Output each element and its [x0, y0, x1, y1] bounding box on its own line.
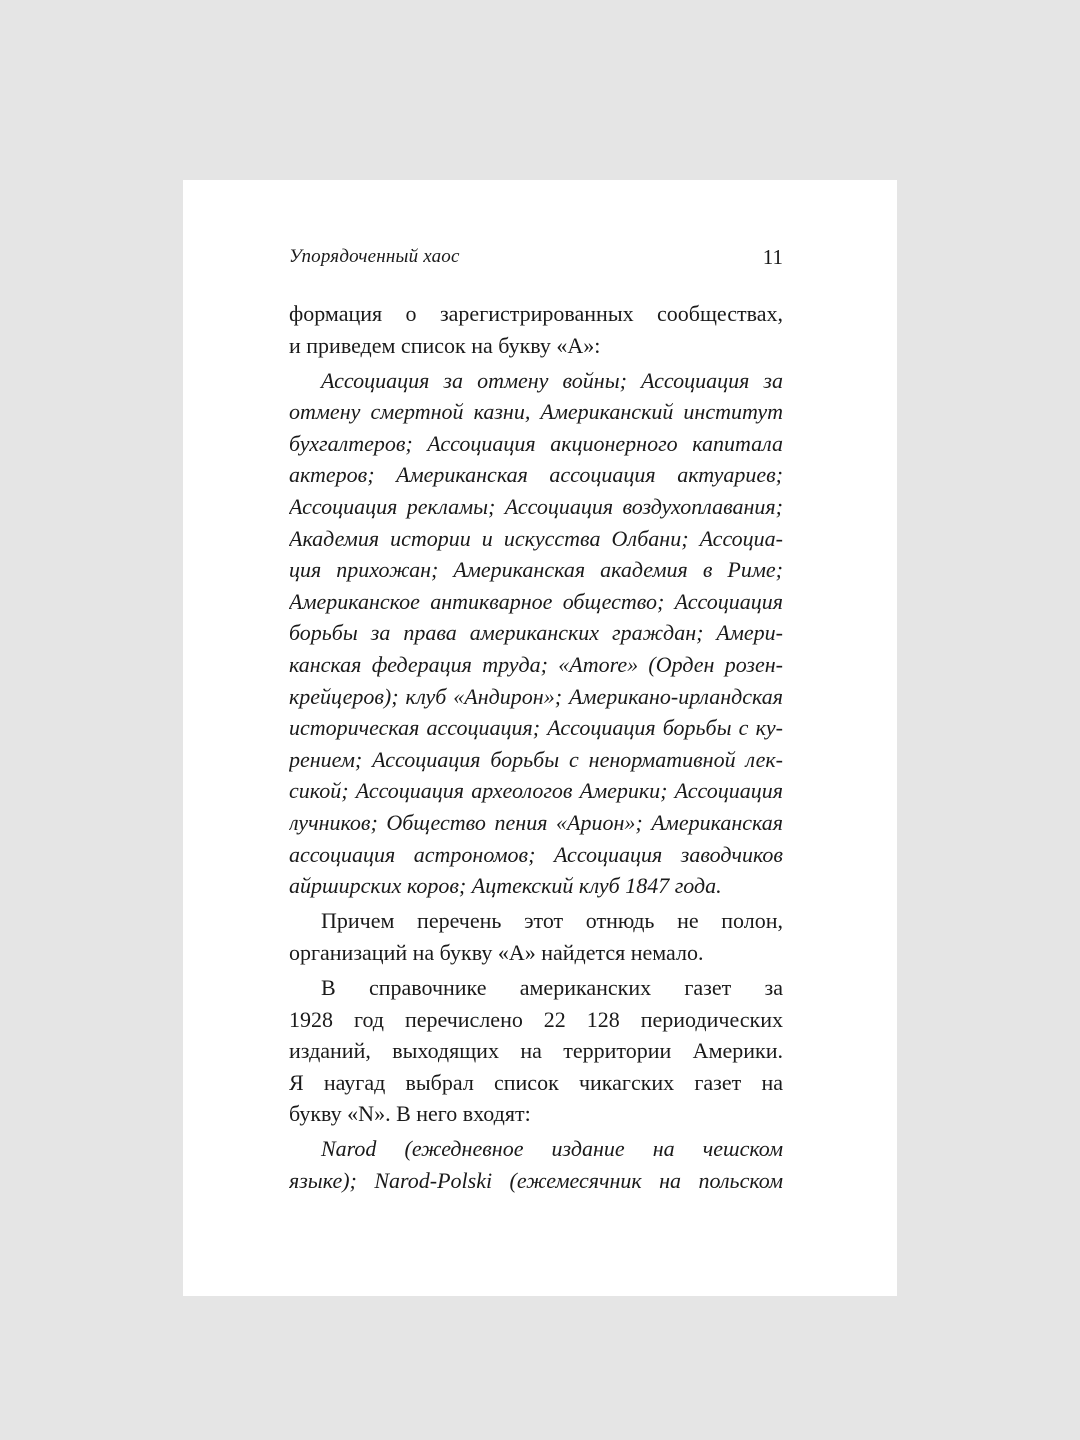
text-line: 1928 год перечислено 22 128 периодических	[289, 1006, 783, 1032]
text-line: канская федерация труда; «Amore» (Орден розен-	[289, 652, 783, 678]
paragraph-intro	[289, 298, 783, 361]
text-line: Narod (ежедневное издание на чешском	[321, 1136, 783, 1162]
text-line: букву «N». В него входят:	[289, 1101, 531, 1127]
paragraph-associations-list	[289, 365, 783, 902]
page-number: 11	[762, 245, 783, 269]
text-line: изданий, выходящих на территории Америки.	[289, 1038, 783, 1064]
paragraph-list-note	[289, 905, 783, 968]
text-line: языке); Narod-Polski (ежемесячник на польском	[289, 1168, 783, 1194]
text-line: Я наугад выбрал список чикагских газет на	[289, 1069, 783, 1095]
text-line: Академия истории и искусства Олбани; Ассоциа-	[289, 525, 783, 551]
text-line: и приведем список на букву «А»:	[289, 332, 601, 358]
text-line: ция прихожан; Американская академия в Риме;	[289, 557, 783, 583]
text-line: Причем перечень этот отнюдь не полон,	[321, 908, 783, 934]
text-line: формация о зарегистрированных сообществах,	[289, 301, 783, 326]
text-line: актеров; Американская ассоциация актуариев;	[289, 462, 783, 488]
running-head	[289, 242, 783, 272]
body-text	[289, 298, 783, 1197]
text-line: сикой; Ассоциация археологов Америки; Ассоциация	[289, 778, 783, 804]
text-line: Ассоциация рекламы; Ассоциация воздухоплавания;	[289, 494, 783, 520]
text-line: организаций на букву «А» найдется немало.	[289, 939, 704, 965]
text-line: ассоциация астрономов; Ассоциация заводчиков	[289, 841, 783, 867]
paragraph-newspapers	[289, 972, 783, 1130]
paragraph-newspaper-list	[289, 1133, 783, 1196]
text-line: борьбы за права американских граждан; Амери-	[289, 620, 783, 646]
text-line: айрширских коров; Ацтекский клуб 1847 года.	[289, 873, 722, 899]
text-line: рением; Ассоциация борьбы с ненормативной лек-	[289, 746, 783, 772]
text-line: отмену смертной казни, Американский институт	[289, 399, 783, 425]
running-title: Упорядоченный хаос	[289, 246, 460, 267]
text-line: лучников; Общество пения «Арион»; Американская	[289, 810, 783, 835]
text-line: историческая ассоциация; Ассоциация борьбы с ку-	[289, 715, 783, 741]
text-line: бухгалтеров; Ассоциация акционерного капитала	[289, 430, 783, 456]
book-page	[183, 180, 897, 1296]
text-line: Американское антикварное общество; Ассоциация	[289, 588, 783, 614]
text-line: В справочнике американских газет за	[321, 974, 783, 1000]
text-line: крейцеров); клуб «Андирон»; Американо-ирландская	[289, 683, 783, 709]
text-line: Ассоциация за отмену войны; Ассоциация за	[321, 367, 783, 393]
